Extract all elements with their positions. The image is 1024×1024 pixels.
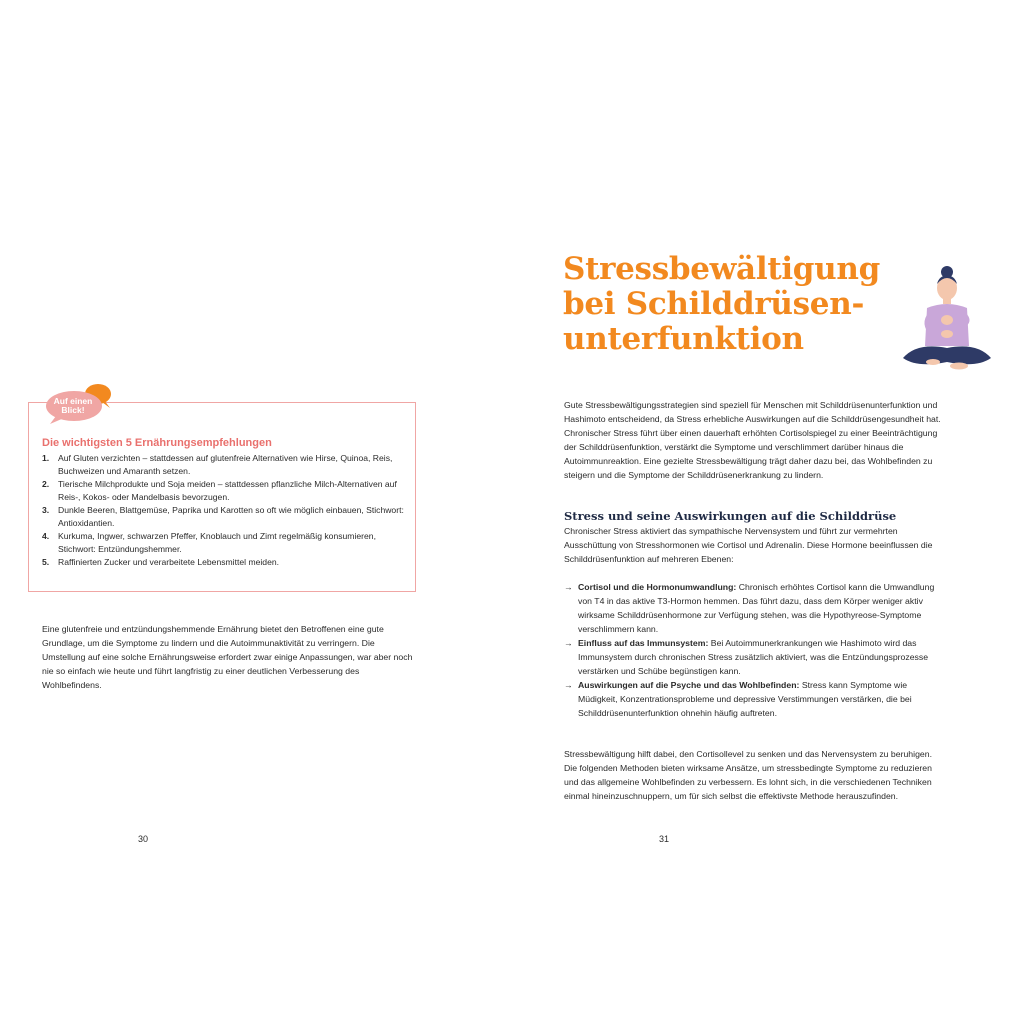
list-item (42, 452, 412, 478)
arrow-right-icon: → (564, 582, 573, 592)
title-line-2: bei Schilddrüsen- (563, 286, 865, 322)
list-text: Tierische Milchprodukte und Soja meiden – stattdessen pflanzliche Milch-Alternativen auf Reis-, Kokos- oder Mandelbasis bevorzugen. (58, 479, 397, 502)
right-page (512, 0, 1024, 1024)
effect-label: Auswirkungen auf die Psyche und das Wohlbefinden: (578, 680, 800, 690)
meditating-woman-illustration (897, 262, 997, 380)
badge-text (44, 397, 102, 415)
list-item (42, 556, 412, 569)
list-number: 3. (42, 505, 50, 515)
arrow-right-icon: → (564, 680, 573, 690)
list-text: Kurkuma, Ingwer, schwarzen Pfeffer, Knoblauch und Zimt regelmäßig konsumieren, Stichwort: Entzündungshemmer. (58, 531, 376, 554)
list-item (564, 678, 944, 720)
list-number: 2. (42, 479, 50, 489)
recommendation-list (42, 452, 412, 569)
list-item (42, 478, 412, 504)
page-number: 30 (138, 834, 149, 844)
list-text: Dunkle Beeren, Blattgemüse, Paprika und Karotten so oft wie möglich einbauen, Stichwort: Antioxidantien. (58, 505, 404, 528)
body-paragraph: Eine glutenfreie und entzündungshemmende Ernährung bietet den Betroffenen eine gute Grundlage, um die Symptome zu lindern und die Autoimmunaktivität zu verringern. Die Umstellung auf eine solche Ernährungsweise erfordert zwar einige Anpassungen, war aber noch nie so einfach wie heute und führt langfristig zu einer deutlichen Verbesserung des Wohlbefindens. (42, 624, 413, 690)
list-text: Raffinierten Zucker und verarbeitete Lebensmittel meiden. (58, 557, 280, 567)
section-intro: Chronischer Stress aktiviert das sympathische Nervensystem und führt zur vermehrten Ausschüttung von Stresshormonen wie Cortisol und Adrenalin. Diese Hormone beeinflussen die Schilddrüsenfunktion auf mehreren Ebenen: (564, 526, 933, 564)
effect-text: Stress kann Symptome wie Müdigkeit, Konzentrationsprobleme und depressive Verstimmungen verstärken, die bei Schilddrüsenunterfunktion ohnehin häufig auftreten. (578, 680, 912, 718)
list-item (42, 504, 412, 530)
list-item (42, 530, 412, 556)
page-number: 31 (659, 834, 670, 844)
arrow-right-icon: → (564, 638, 573, 648)
effect-text: Bei Autoimmunerkrankungen wie Hashimoto wird das Immunsystem durch chronischen Stress zusätzlich aktiviert, was die Entzündungsprozesse verstärken und Schübe begünstigen kann. (578, 638, 929, 676)
list-number: 4. (42, 531, 50, 541)
badge-line-1: Auf einen (53, 396, 93, 406)
effect-text: Chronisch erhöhtes Cortisol kann die Umwandlung von T4 in das aktive T3-Hormon hemmen. Das führt dazu, dass dem Körper weniger aktiv wirksame Schilddrüsenhormone zur Verfügung stehen, was die Hypothyreose-Symptome verschlimmern kann. (578, 582, 935, 634)
effect-label: Einfluss auf das Immunsystem: (578, 638, 709, 648)
list-text: Auf Gluten verzichten – stattdessen auf glutenfreie Alternativen wie Hirse, Quinoa, Reis, Buchweizen und Amaranth setzen. (58, 453, 393, 476)
badge-line-2: Blick! (61, 405, 85, 415)
closing-paragraph: Stressbewältigung hilft dabei, den Cortisollevel zu senken und das Nervensystem zu beruhigen. Die folgenden Methoden bieten wirksame Ansätze, um stressbedingte Symptome zu reduzieren und das allgemeine Wohlbefinden zu verbessern. Es lohnt sich, in die verschiedenen Techniken einmal hineinzuschnuppern, um für sich selbst die effektivste Methode herauszufinden. (564, 749, 932, 801)
effect-label: Cortisol und die Hormonumwandlung: (578, 582, 737, 592)
box-title: Die wichtigsten 5 Ernährungsempfehlungen (42, 437, 272, 449)
intro-paragraph: Gute Stressbewältigungsstrategien sind speziell für Menschen mit Schilddrüsenunterfunktion und Hashimoto entscheidend, da Stress erhebliche Auswirkungen auf die Schilddrüsengesundheit hat. Chronischer Stress führt über einen dauerhaft erhöhten Cortisolspiegel zu einer Beeinträchtigung der Schilddrüsenfunktion, verstärkt die Symptome und verschlimmert darüber hinaus die Autoimmunreaktion. Eine gezielte Stressbewältigung trägt daher dazu bei, das Wohlbefinden zu steigern und die Symptome der Schilddrüsenerkrankung zu lindern. (564, 400, 941, 480)
page-title (563, 252, 923, 357)
list-number: 5. (42, 557, 50, 567)
section-heading: Stress und seine Auswirkungen auf die Schilddrüse (564, 509, 897, 523)
effects-list (564, 580, 944, 720)
list-item (564, 636, 944, 678)
list-number: 1. (42, 453, 50, 463)
list-item (564, 580, 944, 636)
title-line-1: Stressbewältigung (563, 251, 881, 287)
title-line-3: unterfunktion (563, 321, 804, 357)
